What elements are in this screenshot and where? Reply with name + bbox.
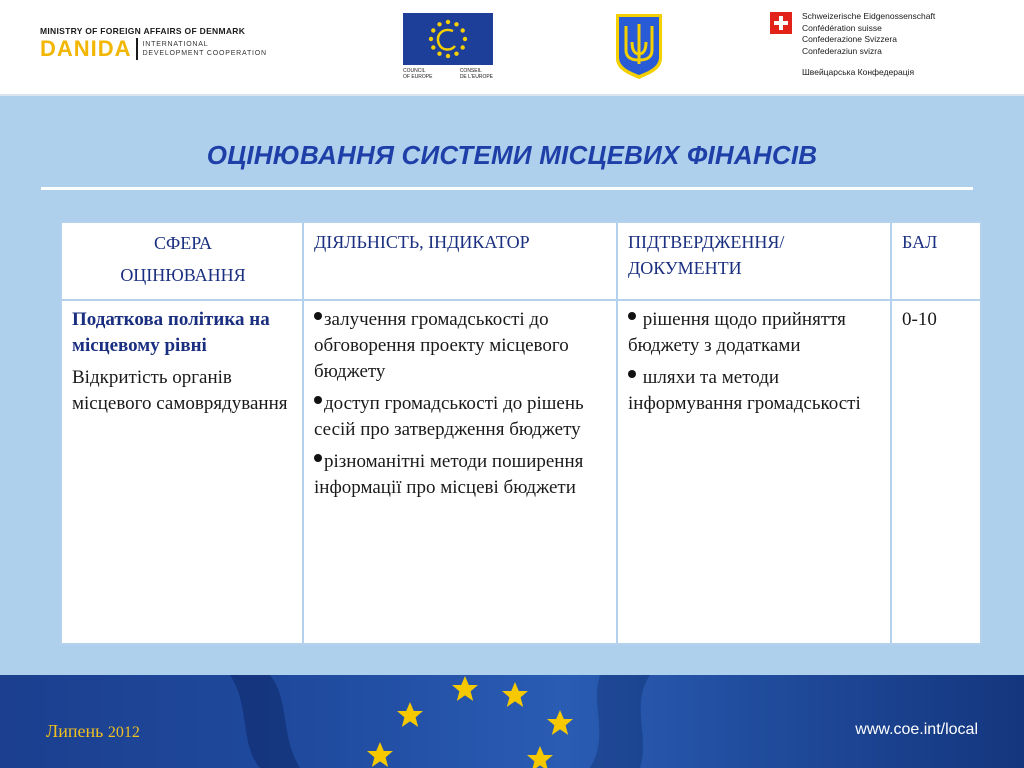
header-confirmation: ПІДТВЕРДЖЕННЯ/ ДОКУМЕНТИ: [617, 222, 891, 300]
ukraine-emblem: [614, 12, 664, 85]
header-activity: ДІЯЛЬНІСТЬ, ІНДИКАТОР: [303, 222, 617, 300]
bullet-icon: [314, 396, 322, 404]
bullet-icon: [628, 312, 636, 320]
score-cell: 0-10: [891, 300, 981, 644]
danida-brand: DANIDA: [40, 36, 132, 61]
title-divider: [41, 187, 973, 190]
assessment-table: [60, 221, 982, 645]
table-row: [61, 300, 981, 644]
confirmation-cell: [617, 300, 891, 644]
sphere-subtitle: Відкритість органів місцевого самоврядування: [72, 367, 288, 414]
sphere-title: Податкова політика на місцевому рівні: [72, 309, 270, 356]
swiss-ukrainian-name: Швейцарська Конфедерація: [802, 67, 915, 77]
council-of-europe-logo: COUNCIL OF EUROPE CONSEIL DE L'EUROPE: [403, 13, 493, 80]
bullet-icon: [628, 370, 636, 378]
footer-url[interactable]: www.coe.int/local: [855, 721, 978, 738]
activity-item: залучення громадськості до обговорення проекту місцевого бюджету: [314, 309, 569, 382]
swiss-names: Schweizerische Eidgenossenschaft Confédération suisse Confederazione Svizzera Confederaziun svizra: [802, 11, 936, 56]
swiss-flag-icon: [770, 12, 792, 34]
slide-date: Липень 2012: [46, 721, 140, 741]
coe-flag-icon: [403, 13, 493, 65]
activity-cell: [303, 300, 617, 644]
header-sphere: СФЕРА ОЦІНЮВАННЯ: [61, 222, 303, 300]
table-header-row: [61, 222, 981, 300]
trident-icon: [614, 12, 664, 80]
confirmation-item: шляхи та методи інформування громадськості: [628, 367, 861, 414]
activity-item: різноманітні методи поширення інформації про місцеві бюджети: [314, 451, 584, 498]
confirmation-item: рішення щодо прийняття бюджету з додатками: [628, 309, 846, 356]
bullet-icon: [314, 312, 322, 320]
header-score: БАЛ: [891, 222, 981, 300]
danida-logo: [40, 26, 267, 60]
bullet-icon: [314, 454, 322, 462]
slide-title: ОЦІНЮВАННЯ СИСТЕМИ МІСЦЕВИХ ФІНАНСІВ: [206, 140, 818, 170]
sphere-cell: [61, 300, 303, 644]
logo-header: [0, 0, 1024, 96]
danida-tagline: INTERNATIONAL DEVELOPMENT COOPERATION: [142, 41, 267, 57]
activity-item: доступ громадськості до рішень сесій про затвердження бюджету: [314, 393, 584, 440]
ministry-text: MINISTRY OF FOREIGN AFFAIRS OF DENMARK: [40, 26, 246, 36]
